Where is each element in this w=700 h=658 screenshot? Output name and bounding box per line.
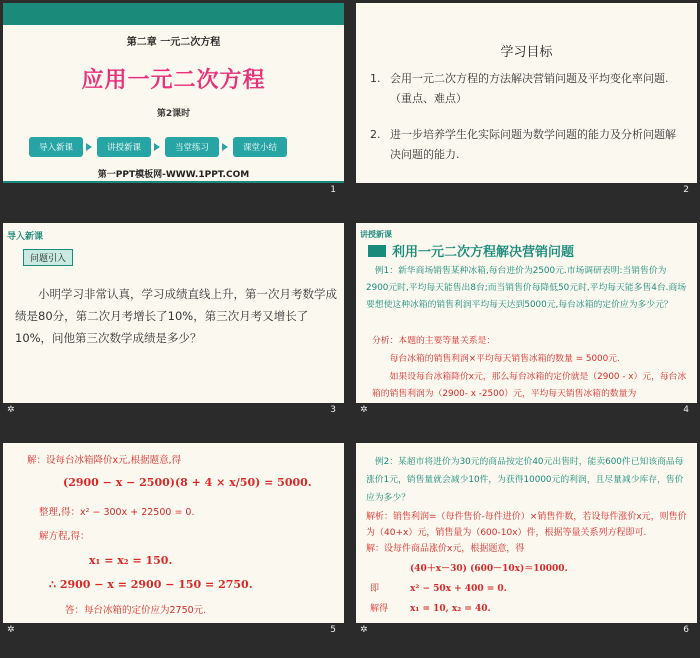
slide-4-example1[interactable]	[356, 223, 697, 419]
solution-line: 解方程,得：	[39, 531, 90, 542]
slide-footer	[356, 403, 697, 419]
equation-line: x₁ = x₂ = 150.	[89, 554, 173, 567]
section-button-teach[interactable]: 讲授新课	[97, 137, 151, 157]
objectives-heading: 学习目标	[500, 45, 553, 60]
equation-line: x² − 50x + 400 = 0.	[410, 584, 507, 594]
section-tag: 导入新课	[7, 232, 44, 242]
slide-footer	[3, 403, 344, 419]
objective-item	[370, 69, 680, 109]
section-button-practice[interactable]: 当堂练习	[165, 137, 219, 157]
answer-line: 答：每台冰箱的定价应为2750元.	[65, 605, 207, 616]
section-button-intro[interactable]: 导入新课	[29, 137, 83, 157]
equation-line: (40＋x－30) (600－10x)＝10000.	[410, 564, 568, 574]
star-icon: ✲	[360, 405, 368, 415]
slide-number: 6	[683, 625, 689, 635]
slide-2-objectives[interactable]	[356, 3, 697, 199]
slide-number: 3	[330, 405, 336, 415]
analysis-line: 如果设每台冰箱降价x元，那么每台冰箱的定价就是（2900 - x）元，每台冰箱的销售利润为（2900- x -2500）元，平均每天销售冰箱的数量为	[372, 372, 687, 399]
intro-paragraph: 小明学习非常认真，学习成绩直线上升，第一次月考数学成绩是80分，第二次月考增长了10%，第三次月考又增长了10%，问他第三次数学成绩是多少？	[15, 287, 337, 345]
slide-number: 2	[683, 185, 689, 195]
section-button-summary[interactable]: 课堂小结	[233, 137, 287, 157]
analysis-line: 解析：销售利润=（每件售价-每件进价）×销售件数，若设每件涨价x元，则售价为（40+x）元，销售量为（600-10x）件，根据等量关系列方程即可.	[366, 512, 687, 538]
slide-number: 5	[330, 625, 336, 635]
objective-item	[370, 125, 680, 165]
slide-1-title[interactable]	[3, 3, 344, 199]
objective-text: 进一步培养学生化实际问题为数学问题的能力及分析问题解决问题的能力.	[390, 128, 676, 161]
equation-line: ∴ 2900 − x = 2900 − 150 = 2750.	[49, 578, 253, 591]
lesson-subtitle: 第2课时	[156, 109, 191, 119]
slide-footer	[356, 623, 697, 639]
header-mark-icon	[368, 245, 386, 257]
slide-footer	[3, 183, 344, 199]
chapter-label: 第二章 一元二次方程	[126, 37, 221, 48]
solution-line: 即	[370, 584, 380, 594]
slide-3-intro[interactable]	[3, 223, 344, 419]
slide-5-solution1[interactable]	[3, 443, 344, 639]
slide-6-example2[interactable]	[356, 443, 697, 639]
analysis-line: 分析：本题的主要等量关系是：	[372, 336, 496, 346]
example-text: 例1：新华商场销售某种冰箱,每台进价为2500元.市场调研表明:当销售价为2900元时,平均每天能售出8台;而当销售价每降低50元时,平均每天能多售4台.商场要想使这种冰箱的销售利润平均每天达到5000元,每台冰箱的定价应为多少元？	[366, 266, 687, 310]
star-icon: ✲	[360, 625, 368, 635]
section-header	[368, 241, 574, 260]
star-icon: ✲	[7, 405, 15, 415]
analysis-line: 每台冰箱的销售利润×平均每天销售冰箱的数量 = 5000元.	[389, 354, 620, 364]
slide-number: 1	[330, 185, 336, 195]
solution-line: 解：设每台冰箱降价x元,根据题意,得	[27, 455, 182, 466]
top-band	[3, 3, 344, 25]
slide-number: 4	[683, 405, 689, 415]
equation-line: (2900 − x − 2500)(8 + 4 × x/50) = 5000.	[63, 476, 312, 489]
lesson-title: 应用一元二次方程	[81, 68, 266, 93]
solution-line: 解得	[370, 604, 389, 614]
slide-footer	[3, 623, 344, 639]
section-buttons	[29, 137, 287, 157]
equation-line: x₁ = 10, x₂ = 40.	[410, 604, 491, 614]
slide-footer	[356, 183, 697, 199]
objective-number: 1.	[370, 72, 381, 85]
objective-text: 会用一元二次方程的方法解决营销问题及平均变化率问题.（重点、难点）	[390, 72, 669, 105]
star-icon: ✲	[7, 625, 15, 635]
section-tag: 讲授新课	[360, 230, 392, 239]
objective-number: 2.	[370, 128, 381, 141]
website-label: 第一PPT模板网-WWW.1PPT.COM	[97, 170, 250, 180]
solution-line: 解：设每件商品涨价x元，根据题意，得	[366, 544, 525, 554]
question-box: 问题引入	[23, 249, 73, 266]
solution-line: 整理,得：x² − 300x + 22500 = 0.	[39, 507, 195, 518]
section-header-text: 利用一元二次方程解决营销问题	[392, 245, 575, 260]
example-text: 例2：某超市将进价为30元的商品按定价40元出售时，能卖600件已知该商品每涨价1元，销售量就会减少10件，为获得10000元的利润，且尽量减少库存，售价应为多少？	[366, 457, 684, 503]
